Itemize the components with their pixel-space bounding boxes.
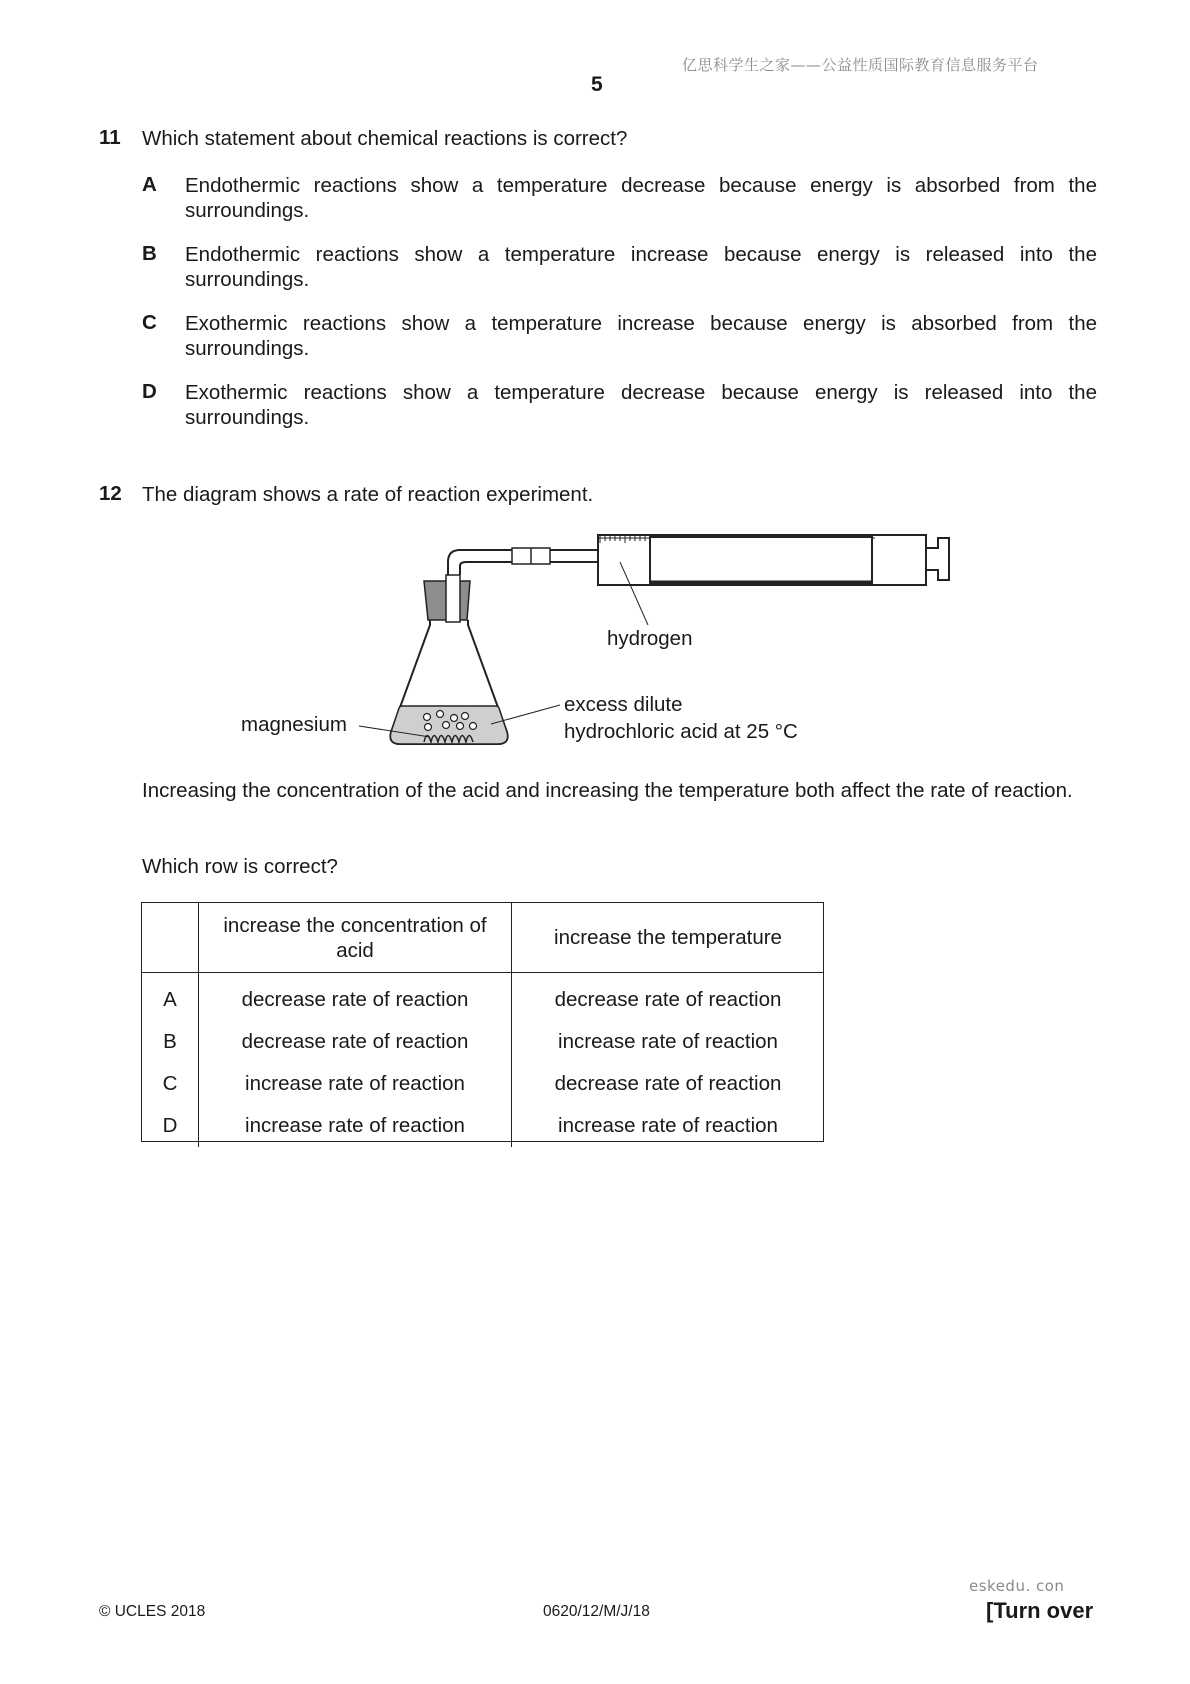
row-letter-d: D (142, 1105, 199, 1147)
question-11-stem: Which statement about chemical reactions is correct? (142, 127, 628, 150)
table-header-concentration-text: increase the concentration of acid (223, 913, 487, 962)
label-acid-line1: excess dilute (564, 693, 683, 716)
option-text-c: Exothermic reactions show a temperature increase because energy is absorbed from the surroundings. (185, 312, 1097, 360)
site-watermark: eskedu. con (969, 1577, 1065, 1595)
table-row (142, 1063, 824, 1105)
label-magnesium: magnesium (241, 713, 347, 736)
copyright: © UCLES 2018 (99, 1603, 206, 1620)
option-letter-a: A (142, 173, 157, 196)
label-hydrogen: hydrogen (607, 627, 693, 650)
option-letter-d: D (142, 380, 157, 403)
label-acid-line2: hydrochloric acid at 25 °C (564, 720, 798, 743)
paper-code: 0620/12/M/J/18 (543, 1603, 650, 1620)
turn-over: [Turn over (986, 1598, 1094, 1623)
table-row (142, 1021, 824, 1063)
row-d-temperature: increase rate of reaction (558, 1114, 778, 1137)
watermark-text: 亿思科学生之家——公益性质国际教育信息服务平台 (682, 56, 1039, 74)
row-letter-b: B (142, 1021, 199, 1063)
row-b-concentration: decrease rate of reaction (199, 1021, 512, 1063)
rate-of-reaction-diagram (0, 0, 1190, 800)
question-12-stem: The diagram shows a rate of reaction experiment. (142, 483, 594, 506)
row-letter-a: A (142, 973, 199, 1022)
question-12-prompt: Which row is correct? (142, 855, 338, 878)
row-a-temperature: decrease rate of reaction (554, 988, 782, 1011)
option-text-a: Endothermic reactions show a temperature decrease because energy is absorbed from the surroundings. (185, 174, 1097, 222)
table-row (142, 973, 824, 1022)
question-number-11: 11 (99, 126, 121, 149)
row-a-concentration: decrease rate of reaction (199, 973, 512, 1022)
option-text-d: Exothermic reactions show a temperature decrease because energy is released into the surroundings. (185, 381, 1097, 429)
row-c-temperature: decrease rate of reaction (554, 1072, 782, 1095)
row-letter-c: C (142, 1063, 199, 1105)
table-header-temperature: increase the temperature (512, 903, 825, 973)
table-header-row (142, 903, 824, 973)
row-d-concentration: increase rate of reaction (199, 1105, 512, 1147)
option-letter-c: C (142, 311, 157, 334)
page-number: 5 (591, 73, 603, 96)
syringe-plunger (650, 537, 872, 583)
question-number-12: 12 (99, 482, 122, 505)
option-text-b: Endothermic reactions show a temperature increase because energy is released into the surroundings. (185, 243, 1097, 291)
row-b-temperature: increase rate of reaction (558, 1030, 778, 1053)
table-row (142, 1105, 824, 1147)
row-c-concentration: increase rate of reaction (199, 1063, 512, 1105)
plunger-handle (926, 538, 949, 580)
question-12-paragraph: Increasing the concentration of the acid and increasing the temperature both affect the rate of reaction. (142, 779, 1073, 802)
answer-table (142, 903, 824, 1147)
table-header-concentration (199, 903, 512, 973)
option-letter-b: B (142, 242, 157, 265)
table-header-blank (142, 903, 199, 973)
